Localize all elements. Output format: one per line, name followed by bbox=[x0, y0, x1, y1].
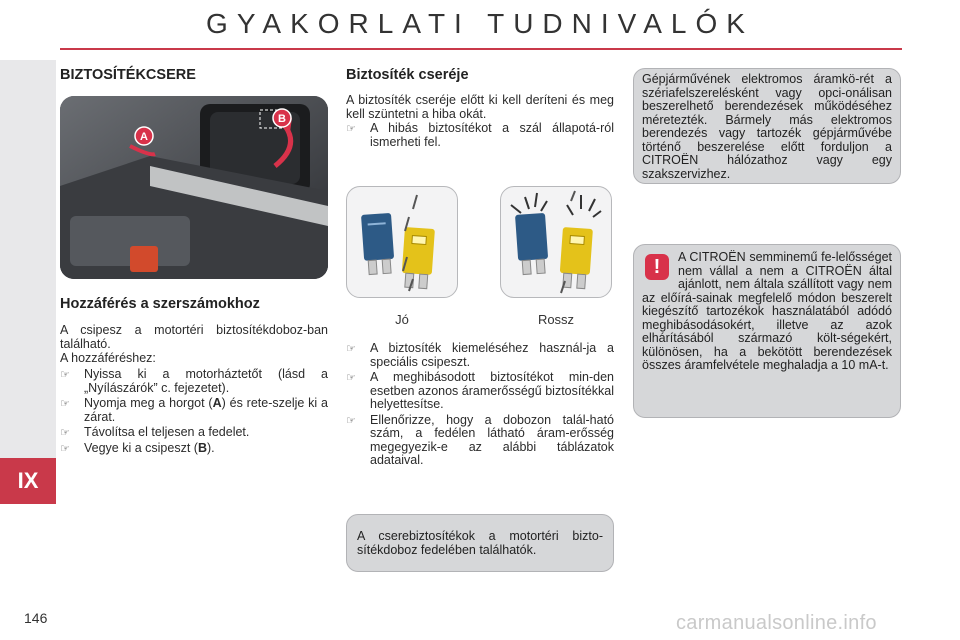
warning-text: A CITROËN semminemű fe-lelősséget nem vállal a nem a CITROËN által ajánlott, nem általa szállított vagy nem az előírá-sainak megfelelő módon beszerelt kiegészítő tartozékok használatából adódó meghibásodásokért, illetve az azok elhárításából származó költ-ségekért, különösen, ha a bekötött berendezések összes áramfelvétele meghaladja a 10 mA-t. bbox=[642, 250, 892, 372]
list-item bbox=[346, 414, 614, 468]
bullet-icon: ☞ bbox=[346, 342, 356, 355]
page-number: 146 bbox=[24, 610, 48, 626]
step-text: A meghibásodott biztosítékot min-den esetben azonos áramerősségű biztosítékkal helyettesítse. bbox=[370, 370, 614, 411]
step-text: Nyomja meg a horgot ( bbox=[84, 396, 213, 410]
fuse-change-intro: A biztosíték cseréje előtt ki kell deríteni és meg kell szüntetni a hiba okát. bbox=[346, 93, 614, 121]
list-item bbox=[60, 397, 328, 424]
step-text: Ellenőrizze, hogy a dobozon talál-ható szám, a fedélen látható áram-erősség megegyezik-e az alábbi táblázatok adataival. bbox=[370, 412, 614, 467]
list-item bbox=[60, 368, 328, 395]
fuse-bad-icon bbox=[501, 187, 611, 297]
access-lead: A hozzáféréshez: bbox=[60, 351, 156, 365]
step-text: ). bbox=[206, 440, 215, 455]
chapter-strip bbox=[0, 60, 56, 458]
step-text: Nyissa ki a motorháztetőt (lásd a „Nyílászárók” c. fejezetet). bbox=[84, 367, 328, 395]
bullet-icon: ☞ bbox=[60, 368, 70, 381]
fuse-bad-label: Rossz bbox=[537, 312, 575, 327]
bullet-icon: ☞ bbox=[60, 426, 70, 439]
watermark: carmanualsonline.info bbox=[676, 612, 877, 634]
access-title: Hozzáférés a szerszámokhoz bbox=[60, 296, 260, 312]
list-item bbox=[60, 442, 328, 456]
electrical-info-box: Gépjárművének elektromos áramkö-rét a szériafelszerelésként vagy opci-onálisan beszerelhető berendezések működéséhez méretezték. Bármely más elektromos berendezés vagy tartozék gépjárművébe történő beszerelése előtt forduljon a CITROËN hálózathoz vagy egy szakszervizhez. bbox=[633, 68, 901, 184]
step-ref: A bbox=[212, 396, 222, 410]
warning-box bbox=[633, 244, 901, 418]
bullet-icon: ☞ bbox=[346, 122, 356, 135]
bullet-icon: ☞ bbox=[60, 441, 70, 455]
step-text: A hibás biztosítékot a szál állapotá-ról ismerheti fel. bbox=[370, 121, 614, 149]
access-intro: A csipesz a motortéri biztosítékdoboz-ban található. bbox=[60, 323, 328, 351]
step-text: ) és rete-szelje ki a zárat. bbox=[84, 396, 328, 424]
step-ref: B bbox=[197, 440, 207, 455]
fuse-replace-list bbox=[346, 342, 614, 470]
warning-icon: ! bbox=[645, 254, 669, 280]
fuse-good-icon bbox=[347, 187, 457, 297]
engine-fusebox-photo bbox=[60, 96, 328, 279]
fuse-good-label: Jó bbox=[395, 312, 409, 327]
fuse-good-image bbox=[346, 186, 458, 298]
chapter-tab[interactable]: IX bbox=[0, 458, 56, 504]
list-item bbox=[346, 342, 614, 369]
photo-marker-b: B bbox=[278, 113, 286, 125]
bullet-icon: ☞ bbox=[346, 413, 356, 427]
photo-marker-a: A bbox=[140, 131, 148, 143]
spare-fuse-note: A cserebiztosítékok a motortéri bizto-sítékdoboz fedelében találhatók. bbox=[346, 514, 614, 572]
header-divider bbox=[60, 48, 902, 50]
fuse-change-title: Biztosíték cseréje bbox=[346, 67, 469, 83]
step-text: Vegye ki a csipeszt ( bbox=[84, 440, 198, 455]
bullet-icon: ☞ bbox=[60, 397, 70, 410]
list-item bbox=[346, 122, 614, 149]
engine-photo-illustration bbox=[60, 96, 328, 279]
page-title: GYAKORLATI TUDNIVALÓK bbox=[206, 8, 754, 39]
section-title: BIZTOSÍTÉKCSERE bbox=[60, 67, 196, 83]
list-item bbox=[346, 371, 614, 412]
fuse-check-list bbox=[346, 122, 614, 151]
access-steps bbox=[60, 368, 328, 457]
step-text: A biztosíték kiemeléséhez használ-ja a speciális csipeszt. bbox=[370, 341, 614, 369]
fuse-bad-image bbox=[500, 186, 612, 298]
bullet-icon: ☞ bbox=[346, 371, 356, 384]
list-item bbox=[60, 426, 328, 440]
step-text: Távolítsa el teljesen a fedelet. bbox=[84, 425, 250, 439]
